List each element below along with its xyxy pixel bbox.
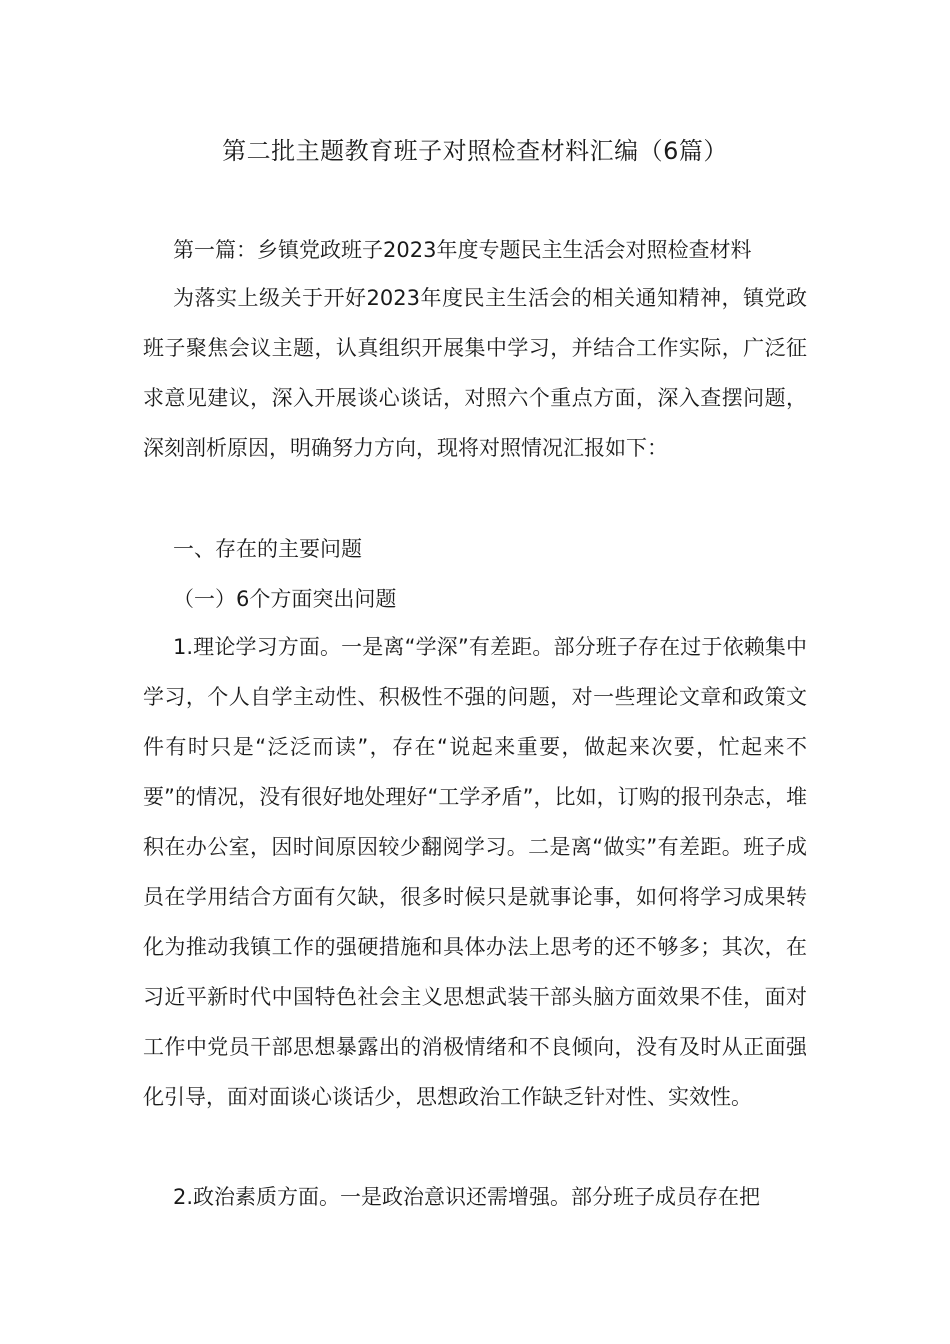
intro-paragraph: 为落实上级关于开好2023年度民主生活会的相关通知精神，镇党政班子聚焦会议主题，认真组织开展集中学习，并结合工作实际，广泛征求意见建议，深入开展谈心谈话，对照六个重点方面，深入查摆问题，深刻剖析原因，明确努力方向，现将对照情况汇报如下： — [143, 286, 807, 460]
part-heading: 第一篇：乡镇党政班子2023年度专题民主生活会对照检查材料 — [173, 238, 752, 262]
item-1-theory-study-paragraph: 1.理论学习方面。一是离“学深”有差距。部分班子存在过于依赖集中学习，个人自学主动性、积极性不强的问题，对一些理论文章和政策文件有时只是“泛泛而读”，存在“说起来重要，做起来次要，忙起来不要”的情况，没有很好地处理好“工学矛盾”，比如，订购的报刊杂志，堆积在办公室，因时间原因较少翻阅学习。二是离“做实”有差距。班子成员在学用结合方面有欠缺，很多时候只是就事论事，如何将学习成果转化为推动我镇工作的强硬措施和具体办法上思考的还不够多；其次，在习近平新时代中国特色社会主义思想武装干部头脑方面效果不佳，面对工作中党员干部思想暴露出的消极情绪和不良倾向，没有及时从正面强化引导，面对面谈心谈话少，思想政治工作缺乏针对性、实效性。 — [143, 635, 807, 1109]
document-title: 第二批主题教育班子对照检查材料汇编（6篇） — [222, 137, 728, 165]
item-2-political-quality-paragraph: 2.政治素质方面。一是政治意识还需增强。部分班子成员存在把 — [173, 1185, 761, 1209]
section-heading-problems: 一、存在的主要问题 — [173, 537, 362, 561]
subsection-heading-six-aspects: （一）6个方面突出问题 — [173, 587, 397, 611]
